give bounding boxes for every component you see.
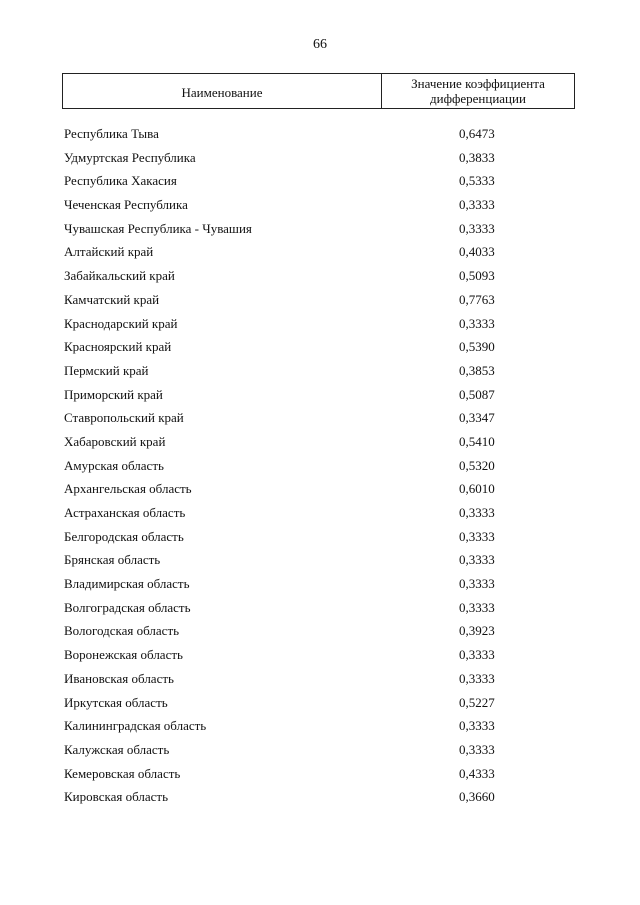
coefficient-value: 0,3333 xyxy=(459,528,495,544)
region-name: Белгородская область xyxy=(64,528,184,544)
table-row xyxy=(0,383,640,407)
table-row xyxy=(0,619,640,643)
table-row xyxy=(0,146,640,170)
coefficient-value: 0,5333 xyxy=(459,173,495,189)
region-name: Удмуртская Республика xyxy=(64,149,196,165)
table-row xyxy=(0,406,640,430)
coefficient-value: 0,3333 xyxy=(459,197,495,213)
coefficient-value: 0,3333 xyxy=(459,505,495,520)
region-name: Ивановская область xyxy=(64,670,174,686)
coefficient-value: 0,5087 xyxy=(459,386,495,402)
region-name: Красноярский край xyxy=(64,339,172,355)
table-row xyxy=(0,122,640,146)
table-row xyxy=(0,169,640,193)
table-row xyxy=(0,217,640,241)
table-row xyxy=(0,193,640,217)
page-number: 66 xyxy=(313,37,327,52)
region-name: Иркутская область xyxy=(64,694,168,710)
coefficient-value: 0,4333 xyxy=(459,765,495,781)
table-row xyxy=(0,643,640,667)
table-row xyxy=(0,240,640,264)
table-header xyxy=(62,73,575,109)
coefficient-value: 0,3333 xyxy=(459,741,495,757)
region-name: Республика Хакасия xyxy=(64,173,177,189)
coefficient-value: 0,3923 xyxy=(459,623,495,639)
coefficient-value: 0,5320 xyxy=(459,457,495,473)
region-name: Пермский край xyxy=(64,362,149,378)
table-row xyxy=(0,359,640,383)
table-row xyxy=(0,477,640,501)
region-name: Краснодарский край xyxy=(64,315,178,331)
table-row xyxy=(0,762,640,786)
region-name: Приморский край xyxy=(64,386,163,402)
region-name: Калининградская область xyxy=(64,718,207,734)
region-name: Кировская область xyxy=(64,789,169,805)
table-row xyxy=(0,312,640,336)
coefficient-value: 0,3660 xyxy=(459,789,495,805)
region-name: Волгоградская область xyxy=(64,599,191,615)
coefficient-value: 0,6473 xyxy=(459,126,495,141)
region-name: Калужская область xyxy=(64,741,170,757)
region-name: Амурская область xyxy=(64,457,164,473)
table-row xyxy=(0,335,640,359)
coefficient-value: 0,6010 xyxy=(459,481,495,497)
coefficient-value: 0,5410 xyxy=(459,433,495,449)
coefficient-value: 0,3333 xyxy=(459,220,495,236)
table-row xyxy=(0,430,640,454)
coefficient-value: 0,3333 xyxy=(459,670,495,686)
coefficient-value: 0,3833 xyxy=(459,149,495,165)
region-name: Архангельская область xyxy=(64,481,192,497)
region-name: Чеченская Республика xyxy=(64,197,188,213)
region-name: Чувашская Республика - Чувашия xyxy=(64,220,252,236)
region-name: Владимирская область xyxy=(64,576,190,592)
region-name: Хабаровский край xyxy=(64,433,166,449)
table-row xyxy=(0,691,640,715)
table-row xyxy=(0,667,640,691)
column-header-value: Значение коэффициента дифференциации xyxy=(411,76,545,106)
table-row xyxy=(0,714,640,738)
region-name: Алтайский край xyxy=(64,244,154,260)
coefficient-value: 0,5390 xyxy=(459,339,495,355)
table-row xyxy=(0,572,640,596)
region-name: Брянская область xyxy=(64,552,161,568)
region-name: Астраханская область xyxy=(64,505,186,520)
region-name: Забайкальский край xyxy=(64,268,175,284)
region-name: Вологодская область xyxy=(64,623,180,639)
coefficient-value: 0,4033 xyxy=(459,244,495,260)
table-row xyxy=(0,288,640,312)
coefficient-value: 0,3333 xyxy=(459,552,495,568)
table-row xyxy=(0,785,640,809)
coefficient-value: 0,3333 xyxy=(459,718,495,734)
column-header-name: Наименование xyxy=(63,74,382,108)
table-row xyxy=(0,501,640,525)
coefficient-value: 0,7763 xyxy=(459,291,495,307)
coefficient-value: 0,3853 xyxy=(459,362,495,378)
table-row xyxy=(0,454,640,478)
region-name: Ставропольский край xyxy=(64,410,184,426)
table-row xyxy=(0,738,640,762)
table-body xyxy=(0,122,640,809)
table-row xyxy=(0,525,640,549)
coefficient-value: 0,3333 xyxy=(459,315,495,331)
region-name: Кемеровская область xyxy=(64,765,181,781)
region-name: Камчатский край xyxy=(64,291,160,307)
coefficient-value: 0,3347 xyxy=(459,410,495,426)
coefficient-value: 0,5227 xyxy=(459,694,495,710)
table-row xyxy=(0,596,640,620)
region-name: Республика Тыва xyxy=(64,126,159,141)
table-row xyxy=(0,264,640,288)
coefficient-value: 0,5093 xyxy=(459,268,495,284)
table-row xyxy=(0,548,640,572)
coefficient-value: 0,3333 xyxy=(459,599,495,615)
coefficient-value: 0,3333 xyxy=(459,576,495,592)
coefficient-value: 0,3333 xyxy=(459,647,495,663)
region-name: Воронежская область xyxy=(64,647,183,663)
